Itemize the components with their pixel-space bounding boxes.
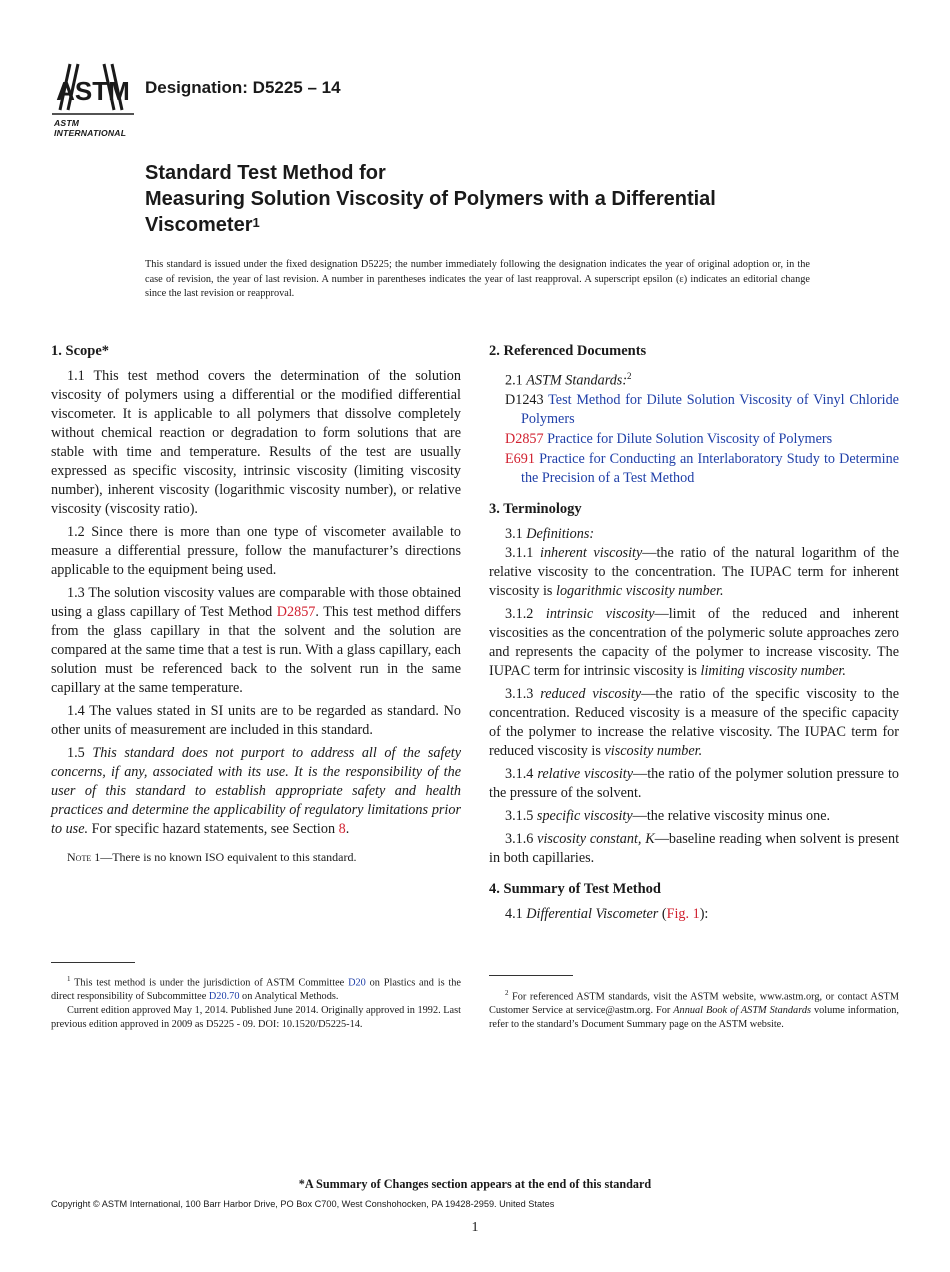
title-line-1: Standard Test Method for [145, 162, 386, 184]
logo-wordmark: ASTM INTERNATIONAL [54, 118, 127, 138]
def-italic: limiting viscosity number. [700, 662, 846, 679]
def-italic: viscosity number. [604, 742, 703, 759]
def-term: viscosity constant, K [537, 830, 655, 847]
title-line-3 [145, 212, 845, 238]
para-3-1-italic: Definitions: [526, 525, 595, 542]
def-italic: logarithmic viscosity number. [556, 582, 724, 599]
def-text: —the ratio of the specific viscosity to the concentration. Reduced viscosity is a measure of the specific capacity of the polymer to increase the relative viscosity. The IUPAC term for reduced viscosity is [489, 685, 899, 759]
ref-e691 [489, 450, 899, 488]
title-line-3-text: Viscometer [145, 214, 253, 236]
footnote-1-mark: 1 [67, 975, 71, 983]
designation: Designation: D5225 – 14 [145, 78, 341, 97]
link-d20[interactable]: D20 [348, 977, 366, 989]
para-1-5-num: 1.5 [67, 745, 93, 761]
para-1-5-italic: This standard does not purport to address all of the safety concerns, if any, associated with its use. It is the responsibility of the user of this standard to establish appropriate safety and health practices and determine the applicability of regulatory limitations prior to use. [51, 745, 461, 837]
title-line-2: Measuring Solution Viscosity of Polymers with a Differential [145, 188, 716, 210]
footnote-1-para-b: Current edition approved May 1, 2014. Published June 2014. Originally approved in 1992. Last previous edition approved in 2009 as D5225 - 09. DOI: 10.1520/D5225-14. [51, 1005, 461, 1031]
para-4-1-italic: Differential Viscometer [526, 905, 659, 922]
ref-d1243 [489, 391, 899, 429]
section-2-heading: 2. Referenced Documents [489, 343, 647, 359]
para-1-3-text-b: . This test method differs from the glass capillary in that the solvent and the solution are compared at the same time that a test is run. With a glass capillary, each solution must be referenced back to the solvent run in the same capillary at the same temperature. [51, 604, 461, 696]
def-term: specific viscosity [536, 807, 633, 824]
link-d2857[interactable]: D2857 [276, 604, 316, 620]
page-number: 1 [471, 1220, 479, 1235]
para-2-1 [489, 367, 899, 391]
para-3-1-num: 3.1 [505, 525, 527, 542]
para-1-5 [51, 744, 461, 839]
section-3-heading: 3. Terminology [489, 500, 582, 517]
section-4-heading: 4. Summary of Test Method [489, 880, 661, 897]
footnote-2-italic: Annual Book of ASTM Standards [673, 1005, 811, 1017]
ref-title-link[interactable]: Practice for Dilute Solution Viscosity of Polymers [547, 430, 833, 447]
footnote-divider-right [489, 975, 573, 976]
issuance-note: This standard is issued under the fixed designation D5225; the number immediately following the designation indicates the year of original adoption or, in the case of revision, the year of last revision. A number in parentheses indicates the year of last reapproval. A superscript epsilon (ε) indicates an editorial change since the last revision or reapproval. [145, 259, 810, 299]
footnote-1-para-a [51, 972, 461, 1004]
def-text: —limit of the reduced and inherent viscosities as the concentration of the polymeric solute approaches zero and represents the capacity of the polymer to increase viscosity. The IUPAC term for intrinsic viscosity is [489, 605, 899, 679]
footnote-1-text-c: on Analytical Methods. [239, 991, 339, 1003]
copyright: Copyright © ASTM International, 100 Barr Harbor Drive, PO Box C700, West Conshohocken, PA 19428-2959. United States [51, 1199, 555, 1209]
para-1-2: 1.2 Since there is more than one type of viscometer available to measure a differential pressure, follow the manufacturer’s directions applicable to the equipment being used. [51, 524, 461, 578]
para-1-5-end: . [345, 821, 350, 837]
para-4-1 [489, 905, 899, 924]
def-term: reduced viscosity [540, 685, 642, 702]
note-1 [51, 849, 461, 865]
para-2-1-num: 2.1 [505, 372, 527, 389]
footnote-1 [51, 972, 461, 1032]
para-3-1-5 [489, 807, 899, 826]
left-column [51, 342, 461, 869]
footnote-divider-left [51, 962, 135, 963]
para-3-1-6 [489, 830, 899, 868]
para-3-1-4 [489, 765, 899, 803]
footnote-1-text-b: on Plastics and is the direct responsibility of Subcommittee [51, 977, 461, 1003]
ref-code-link[interactable]: E691 [505, 450, 535, 467]
para-2-1-italic: ASTM Standards: [526, 372, 628, 389]
def-term: intrinsic viscosity [545, 605, 655, 622]
footnote-2-mark: 2 [505, 989, 509, 997]
para-1-1: 1.1 This test method covers the determination of the solution viscosity of polymers using a differential or the modified differential viscometer. It is applicable to all polymers that dissolve completely without chemical reaction or degradation to form solutions that are stable with time and temperature. Results of the test are usually expressed as specific viscosity, intrinsic viscosity (limiting viscosity number), inherent viscosity (logarithmic viscosity number), or relative viscosity (viscosity ratio). [51, 368, 461, 517]
title-footnote-mark: 1 [252, 215, 260, 230]
note-text: 1—There is no known ISO equivalent to this standard. [91, 850, 357, 864]
def-text: —the relative viscosity minus one. [632, 807, 831, 824]
summary-of-changes-note: *A Summary of Changes section appears at the end of this standard [298, 1177, 652, 1191]
para-1-4: 1.4 The values stated in SI units are to be regarded as standard. No other units of measurement are included in this standard. [51, 703, 461, 738]
para-2-1-sup: 2 [627, 371, 632, 381]
ref-d2857 [489, 430, 899, 449]
def-term: relative viscosity [537, 765, 634, 782]
paren-open: ( [658, 905, 667, 922]
note-label: Note [67, 850, 92, 864]
para-3-1-2 [489, 605, 899, 681]
def-num: 3.1.4 [505, 765, 538, 782]
link-section-8[interactable]: 8 [338, 821, 346, 837]
link-d20-70[interactable]: D20.70 [208, 991, 240, 1003]
ref-title-link[interactable]: Practice for Conducting an Interlaboratory Study to Determine the Precision of a Test Method [521, 450, 899, 486]
def-num: 3.1.6 [505, 830, 538, 847]
footnote-2-text-a: For referenced ASTM standards, visit the ASTM website, www.astm.org, or contact ASTM Customer Service at service@astm.org. For [489, 991, 899, 1017]
def-num: 3.1.3 [505, 685, 541, 702]
footnote-2 [489, 986, 899, 1032]
document-title [145, 160, 845, 238]
para-1-3 [51, 584, 461, 698]
footnote-2-para [489, 986, 899, 1032]
right-column [489, 342, 899, 928]
def-text: —the ratio of the polymer solution pressure to the pressure of the solvent. [489, 765, 899, 801]
section-1-heading: 1. Scope* [51, 343, 109, 359]
def-num: 3.1.2 [505, 605, 546, 622]
ref-code: D1243 [505, 391, 544, 408]
para-1-3-text-a: 1.3 The solution viscosity values are comparable with those obtained using a glass capillary of Test Method [51, 585, 461, 620]
ref-code-link[interactable]: D2857 [505, 430, 544, 447]
def-num: 3.1.1 [505, 544, 541, 561]
link-fig-1[interactable]: Fig. 1 [666, 905, 700, 922]
def-text: —baseline reading when solvent is present in both capillaries. [489, 830, 900, 866]
footnote-2-text-b: volume information, refer to the standard’s Document Summary page on the ASTM website. [489, 1005, 899, 1031]
def-term: inherent viscosity [540, 544, 643, 561]
ref-title-link[interactable]: Test Method for Dilute Solution Viscosity of Vinyl Chloride Polymers [521, 391, 899, 427]
para-4-1-num: 4.1 [505, 905, 527, 922]
def-num: 3.1.5 [505, 807, 537, 824]
svg-text:ASTM: ASTM [56, 76, 130, 106]
def-text: —the ratio of the natural logarithm of the relative viscosity to the concentration. The IUPAC term for inherent viscosity is [489, 544, 900, 599]
para-3-1-1 [489, 544, 899, 601]
footnote-1-text-a: This test method is under the jurisdiction of ASTM Committee [74, 977, 349, 989]
astm-logo [52, 60, 134, 138]
para-3-1-3 [489, 685, 899, 761]
paren-close: ): [699, 905, 709, 922]
para-3-1 [489, 525, 899, 544]
para-1-5-text: For specific hazard statements, see Section [88, 821, 339, 837]
